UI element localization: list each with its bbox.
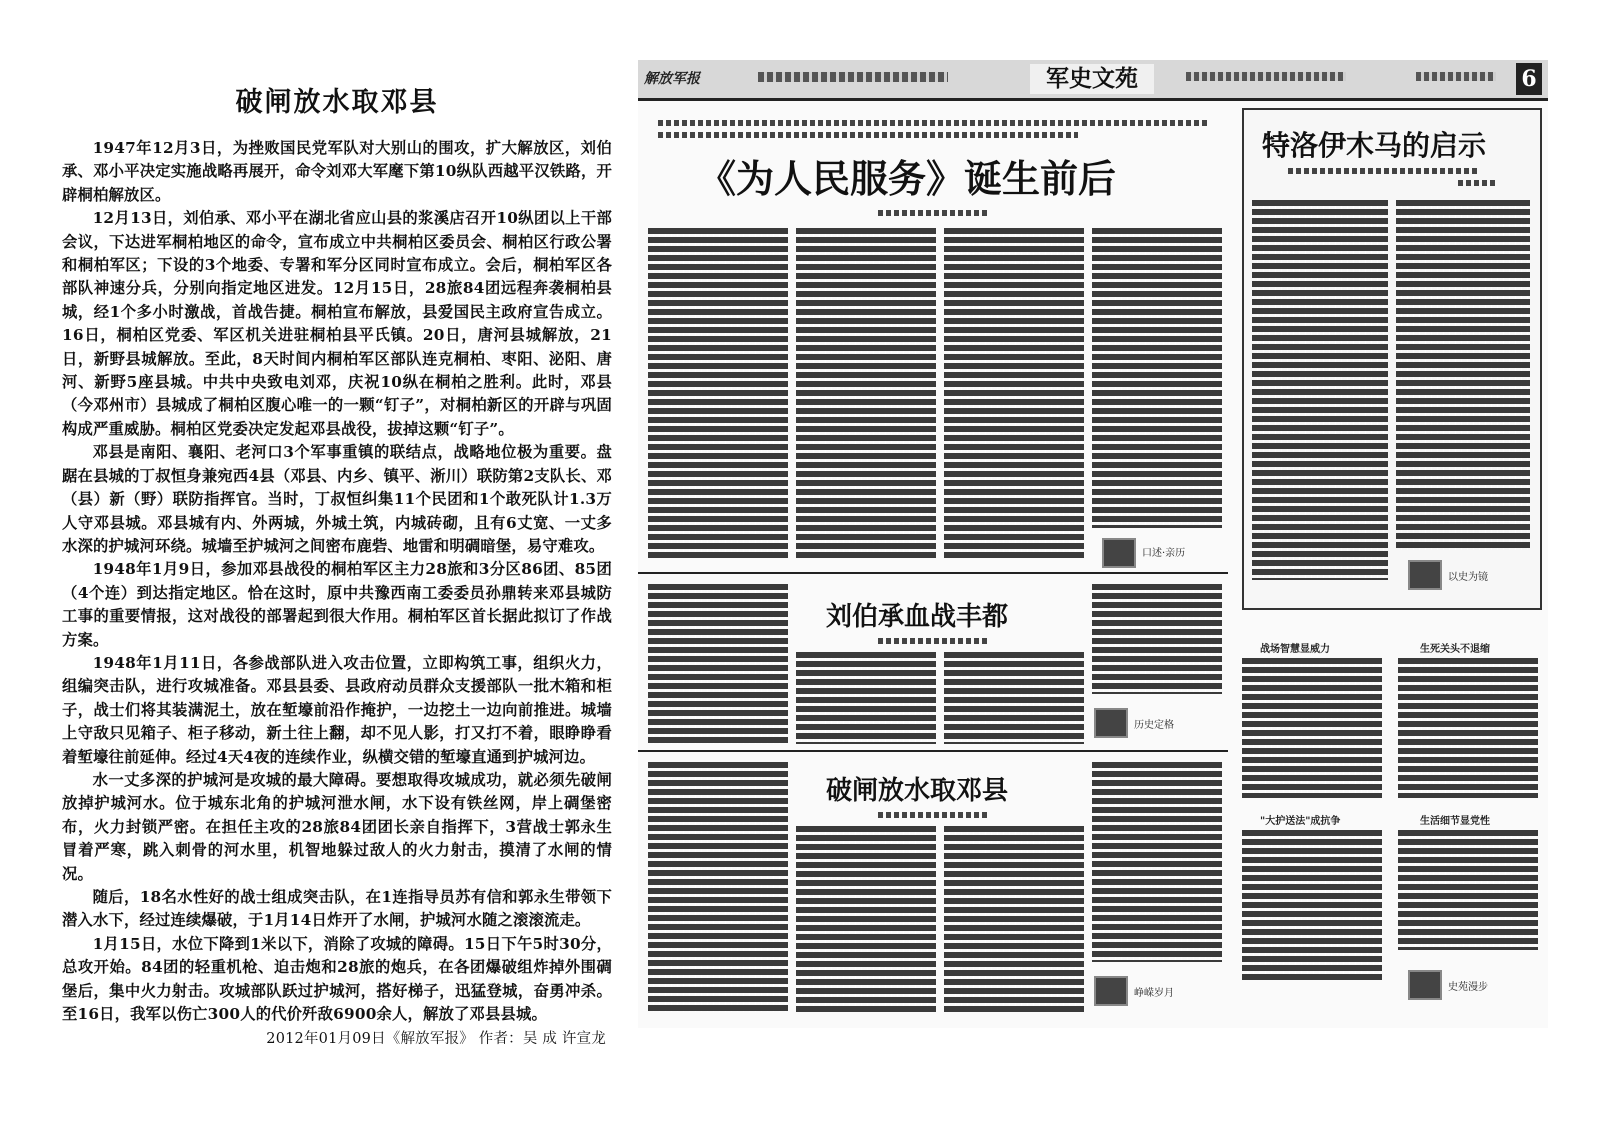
main-text-column <box>648 228 788 558</box>
main-headline: 《为人民服务》诞生前后 <box>698 156 1117 201</box>
article <box>62 80 612 1052</box>
main-text-column <box>796 228 936 558</box>
column-tag: 史苑漫步 <box>1448 982 1488 993</box>
bottom-text-column <box>796 826 936 1012</box>
lead-in-line <box>658 120 1208 126</box>
masthead-date-line <box>758 72 948 82</box>
article-paragraph: 1948年1月11日，各参战部队进入攻击位置，立即构筑工事，组织火力，组编突击队，进行攻城准备。邓县县委、县政府动员群众支援部队一批木箱和柜子，战士们将其装满泥土，放在堑壕前沿作掩护，一边挖土一边向前推进。城墙上守敌只见箱子、柜子移动，新土往上翻，却不见人影，打又打不着，眼睁睁看着堑壕往前延伸。经过4天4夜的连续作业，纵横交错的堑壕直通到护城河边。 <box>62 653 612 766</box>
side-byline <box>1458 180 1498 186</box>
right-text-column <box>1398 830 1538 950</box>
newspaper-scan <box>638 60 1548 1028</box>
article-paragraph: 1月15日，水位下降到1米以下，消除了攻城的障碍。15日下午5时30分，总攻开始。84团的轻重机枪、迫击炮和28旅的炮兵，在各团爆破组炸掉外围碉堡后，集中火力射击。攻城部队跃过护城河，搭好梯子，迅猛登城，奋勇冲杀。至16日，我军以伤亡300人的代价歼敌6900余人，解放了邓县县城。 <box>62 934 612 1024</box>
right-text-column <box>1242 830 1382 980</box>
middle-text-column <box>1092 584 1222 694</box>
newspaper-masthead <box>638 60 1548 101</box>
side-headline: 特洛伊木马的启示 <box>1262 129 1487 162</box>
main-text-column <box>944 228 1084 558</box>
lead-in-line <box>658 132 1078 138</box>
masthead-editor-line <box>1416 72 1496 81</box>
bottom-text-column <box>944 826 1084 1012</box>
column-seal-icon <box>1408 560 1442 590</box>
bottom-headline: 破闸放水取邓县 <box>826 776 1009 806</box>
main-text-column <box>1092 228 1222 528</box>
column-tag: 口述·亲历 <box>1142 548 1186 559</box>
main-byline <box>878 210 988 216</box>
column-tag: 历史定格 <box>1134 720 1174 731</box>
article-title: 破闸放水取邓县 <box>235 87 439 118</box>
masthead-email-line <box>1186 72 1346 81</box>
side-text-column <box>1396 200 1530 550</box>
article-paragraph: 12月13日，刘伯承、邓小平在湖北省应山县的浆溪店召开10纵团以上干部会议，下达进军桐柏地区的命令，宣布成立中共桐柏区委员会、桐柏区行政公署和桐柏军区；下设的3个地委、专署和军分区同时宣布成立。会后，桐柏军区各部队神速分兵，分别向指定地区进发。12月15日，28旅84团远程奔袭桐柏县城，经1个多小时激战，首战告捷。桐柏宣布解放，县爱国民主政府宣告成立。16日，桐柏区党委、军区机关进驻桐柏县平氏镇。20日，唐河县城解放，21日，新野县城解放。至此，8天时间内桐柏军区部队连克桐柏、枣阳、泌阳、唐河、新野5座县城。中共中央致电刘邓，庆祝10纵在桐柏之胜利。此时，邓县（今邓州市）县城成了桐柏区腹心唯一的一颗“钉子”，对桐柏新区的开辟与巩固构成严重威胁。桐柏区党委决定发起邓县战役，拔掉这颗“钉子”。 <box>62 209 612 438</box>
article-paragraph: 邓县是南阳、襄阳、老河口3个军事重镇的联结点，战略地位极为重要。盘踞在县城的丁叔恒身兼宛西4县（邓县、内乡、镇平、淅川）联防第2支队长、邓（县）新（野）联防指挥官。当时，丁叔恒纠集11个民团和1个敢死队计1.3万人守邓县城。邓县城有内、外两城，外城土筑，内城砖砌，且有6丈宽、一丈多水深的护城河环绕。城墙至护城河之间密布鹿砦、地雷和明碉暗堡，易守难攻。 <box>62 443 612 555</box>
divider <box>638 750 1228 752</box>
side-subtitle-line <box>1288 168 1478 174</box>
subhead: 生活细节显党性 <box>1420 816 1490 827</box>
article-paragraph: 1947年12月3日，为挫败国民党军队对大别山的围攻，扩大解放区，刘伯承、邓小平决定实施战略再展开，命令刘邓大军麾下第10纵队西越平汉铁路，开辟桐柏解放区。 <box>62 139 612 204</box>
column-seal-icon <box>1408 970 1442 1000</box>
column-seal-icon <box>1094 976 1128 1006</box>
middle-headline: 刘伯承血战丰都 <box>826 602 1009 632</box>
column-tag: 以史为镜 <box>1448 572 1488 583</box>
section-title: 军史文苑 <box>1030 64 1154 94</box>
subhead: "大护送法"成抗争 <box>1260 816 1341 827</box>
article-paragraph: 随后，18名水性好的战士组成突击队，在1连指导员苏有信和郭永生带领下潜入水下，经过连续爆破，于1月14日炸开了水闸，护城河水随之滚滚流走。 <box>62 888 612 930</box>
article-paragraph: 1948年1月9日，参加邓县战役的桐柏军区主力28旅和3分区86团、85团（4个连）到达指定地区。恰在这时，原中共豫西南工委委员孙鼎转来邓县城防工事的重要情报，这对战役的部署起到很大作用。桐柏军区首长据此拟订了作战方案。 <box>62 560 612 649</box>
bottom-text-column <box>648 762 788 1012</box>
bottom-text-column <box>1092 762 1222 962</box>
middle-text-column <box>944 652 1084 744</box>
page-number: 6 <box>1516 63 1542 95</box>
middle-byline <box>878 638 988 644</box>
column-seal-icon <box>1102 538 1136 568</box>
subhead: 战场智慧显威力 <box>1260 644 1330 655</box>
right-text-column <box>1242 658 1382 798</box>
article-paragraph: 水一丈多深的护城河是攻城的最大障碍。要想取得攻城成功，就必须先破闸放掉护城河水。位于城东北角的护城河泄水闸，水下设有铁丝网，岸上碉堡密布，火力封锁严密。在担任主攻的28旅84团团长亲自指挥下，3营战士郭永生冒着严寒，跳入刺骨的河水里，机智地躲过敌人的火力射击，摸清了水闸的情况。 <box>62 770 612 883</box>
column-tag: 峥嵘岁月 <box>1134 988 1174 999</box>
newspaper-logo: 解放军报 <box>644 71 700 87</box>
right-text-column <box>1398 658 1538 798</box>
subhead: 生死关头不退缩 <box>1420 644 1490 655</box>
column-seal-icon <box>1094 708 1128 738</box>
divider <box>638 572 1228 574</box>
bottom-byline <box>878 812 988 818</box>
side-text-column <box>1252 200 1388 580</box>
middle-text-column <box>796 652 936 744</box>
article-source: 2012年01月09日《解放军报》 作者：吴 成 许宣龙 <box>266 1031 606 1048</box>
middle-text-column <box>648 584 788 744</box>
